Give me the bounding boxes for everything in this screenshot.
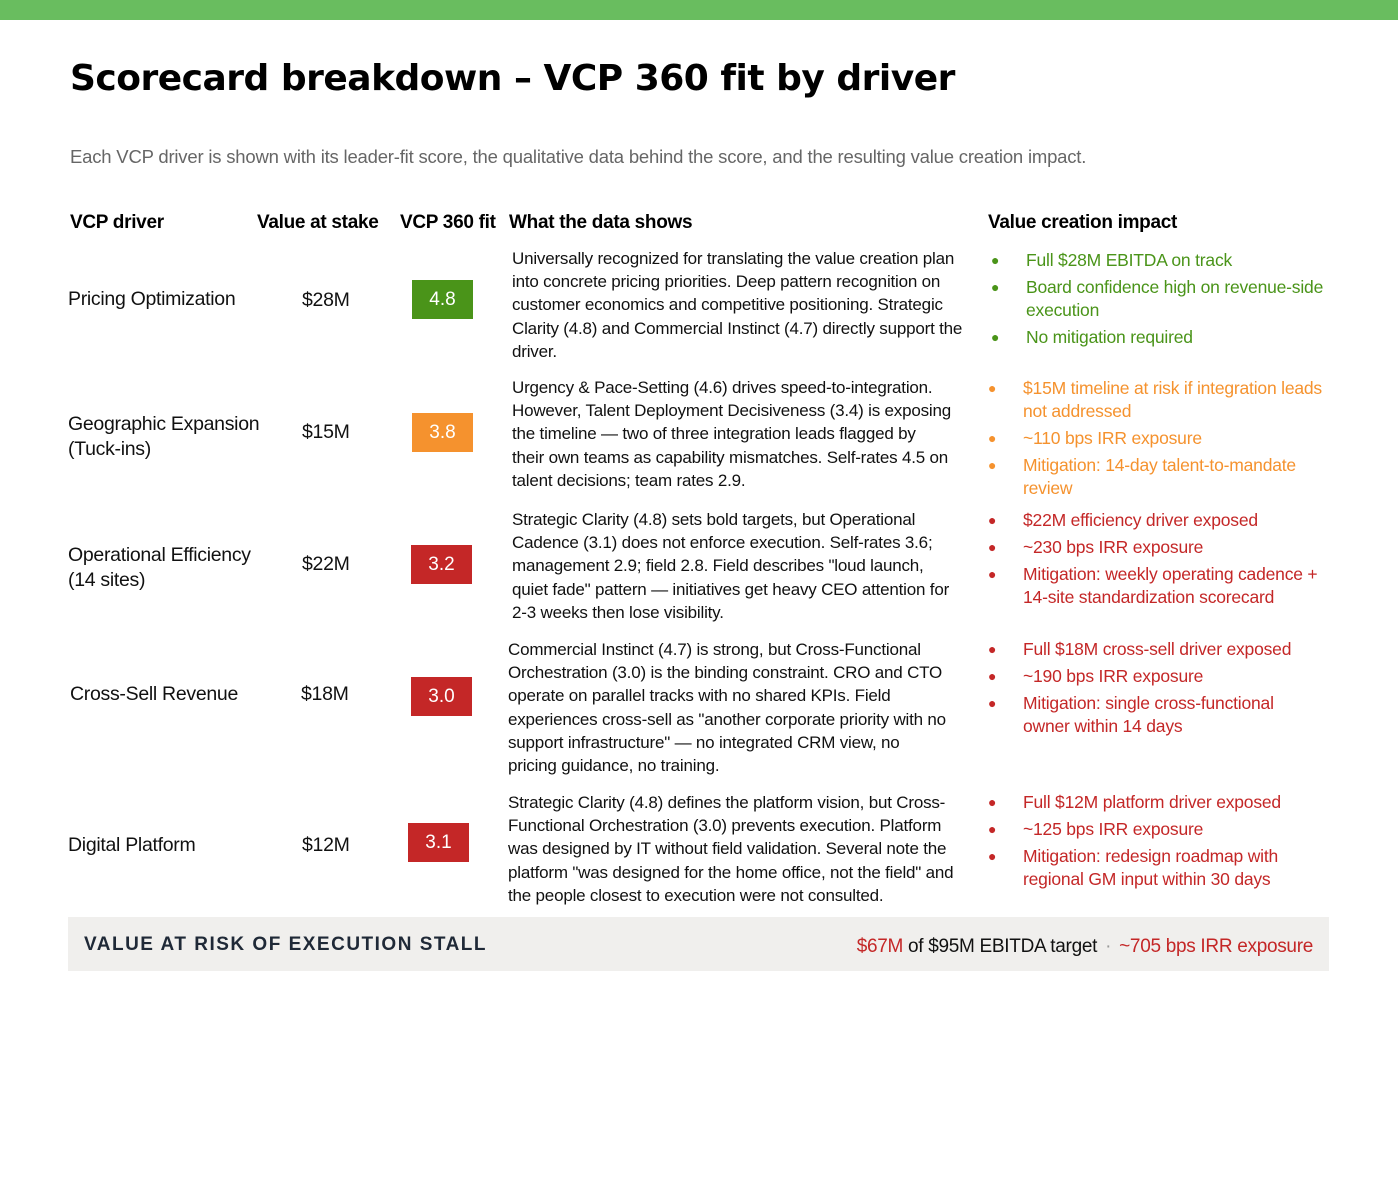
impact-item: ● Mitigation: weekly operating cadence + 14-site standardization scorecard — [988, 564, 1318, 608]
header-value-at-stake: Value at stake — [257, 212, 379, 233]
irr-exposure: ~705 bps IRR exposure — [1119, 936, 1313, 957]
risk-target-text: of $95M EBITDA target — [903, 936, 1098, 957]
fit-score-badge: 4.8 — [412, 280, 473, 319]
bullet-icon: ● — [988, 794, 997, 810]
bullet-icon: ● — [991, 329, 1000, 346]
impact-list — [985, 509, 1335, 613]
data-description: Urgency & Pace-Setting (4.6) drives speed-to-integration. However, Talent Deployment Decisiveness (3.4) is exposing the timeline — two of three integration leads flagged by their own teams as capability mismatches. Self-rates 4.5 on talent decisions; team rates 2.9. — [512, 378, 952, 490]
impact-list — [985, 377, 1325, 504]
header-driver: VCP driver — [70, 212, 164, 233]
header-data-shows: What the data shows — [509, 212, 693, 233]
page-title: Scorecard breakdown – VCP 360 fit by driver — [70, 58, 955, 99]
bullet-icon: ● — [988, 380, 997, 396]
impact-item: ● No mitigation required — [988, 326, 1328, 349]
bullet-icon: ● — [991, 279, 1000, 295]
driver-name: Operational Efficiency (14 sites) — [68, 544, 251, 591]
bullet-icon: ● — [988, 566, 997, 582]
header-vcp-fit: VCP 360 fit — [400, 212, 496, 233]
impact-item: ● ~230 bps IRR exposure — [985, 536, 1335, 559]
impact-item: ● $15M timeline at risk if integration leads not addressed — [988, 378, 1322, 422]
risk-amount: $67M — [856, 936, 904, 957]
impact-item: ● Mitigation: single cross-functional owner within 14 days — [988, 693, 1274, 737]
bullet-icon: ● — [988, 457, 997, 474]
value-at-risk-banner — [68, 917, 1329, 971]
driver-name: Cross-Sell Revenue — [70, 683, 239, 705]
impact-list — [988, 249, 1328, 353]
value-at-stake: $22M — [302, 553, 350, 575]
top-accent-bar — [0, 0, 1398, 20]
value-at-stake: $18M — [301, 683, 349, 705]
impact-item: ● Mitigation: redesign roadmap with regional GM input within 30 days — [988, 846, 1279, 890]
impact-item: ● ~125 bps IRR exposure — [985, 818, 1325, 841]
fit-score-badge: 3.8 — [412, 413, 473, 452]
impact-item: ● Full $12M platform driver exposed — [985, 791, 1325, 814]
bullet-icon: ● — [988, 430, 997, 447]
data-description: Strategic Clarity (4.8) defines the platform vision, but Cross-Functional Orchestration (3.0) prevents execution. Platform was designed by IT without field validation. Several note the platform "was designed for the home office, not the field" and the people closest to execution were not consulted. — [508, 793, 954, 905]
fit-score-badge: 3.2 — [411, 545, 472, 584]
fit-score-badge: 3.0 — [411, 677, 472, 716]
impact-list — [985, 638, 1325, 742]
driver-name: Geographic Expansion (Tuck-ins) — [68, 413, 260, 460]
impact-item: ● Board confidence high on revenue-side execution — [991, 277, 1324, 321]
impact-item: ● Full $18M cross-sell driver exposed — [985, 638, 1325, 661]
impact-item: ● ~190 bps IRR exposure — [985, 665, 1325, 688]
bullet-icon: ● — [991, 252, 1000, 268]
bullet-icon: ● — [988, 821, 997, 837]
bullet-icon: ● — [988, 695, 997, 711]
driver-name: Digital Platform — [68, 834, 196, 856]
bullet-icon: ● — [988, 539, 997, 555]
data-description: Universally recognized for translating the value creation plan into concrete pricing priorities. Deep pattern recognition on customer economics and competitive positioning. Strategic Clarity (4.8) and Commercial Instinct (4.7) directly support the driver. — [512, 249, 963, 361]
bullet-icon: ● — [988, 848, 997, 864]
value-at-stake: $15M — [302, 421, 350, 443]
bullet-icon: ● — [988, 641, 997, 657]
page-subtitle: Each VCP driver is shown with its leader-fit score, the qualitative data behind the score, and the resulting value creation impact. — [70, 146, 1087, 167]
value-at-risk-label: VALUE AT RISK OF EXECUTION STALL — [84, 934, 488, 955]
value-at-risk-summary — [857, 936, 1313, 958]
impact-item: ● Full $28M EBITDA on track — [988, 249, 1328, 272]
impact-list — [985, 791, 1325, 895]
driver-name: Pricing Optimization — [68, 288, 236, 310]
impact-item: ● ~110 bps IRR exposure — [985, 427, 1325, 450]
impact-item: ● Mitigation: 14-day talent-to-mandate review — [988, 455, 1296, 499]
value-at-stake: $12M — [302, 834, 350, 856]
bullet-icon: ● — [988, 512, 997, 528]
value-at-stake: $28M — [302, 289, 350, 311]
data-description: Strategic Clarity (4.8) sets bold targets, but Operational Cadence (3.1) does not enforce execution. Self-rates 3.6; management 2.9; field 2.8. Field describes "loud launch, quiet fade" pattern — initiatives get heavy CEO attention for 2-3 weeks then lose visibility. — [512, 510, 950, 622]
separator-dot: · — [1105, 936, 1112, 957]
impact-item: ● $22M efficiency driver exposed — [985, 509, 1335, 532]
header-value-impact: Value creation impact — [988, 212, 1178, 233]
bullet-icon: ● — [988, 668, 997, 684]
fit-score-badge: 3.1 — [408, 823, 469, 862]
data-description: Commercial Instinct (4.7) is strong, but Cross-Functional Orchestration (3.0) is the binding constraint. CRO and CTO operate on parallel tracks with no shared KPIs. Field experiences cross-sell as "another corporate priority with no support infrastructure" — no integrated CRM view, no pricing guidance, no training. — [508, 640, 946, 776]
